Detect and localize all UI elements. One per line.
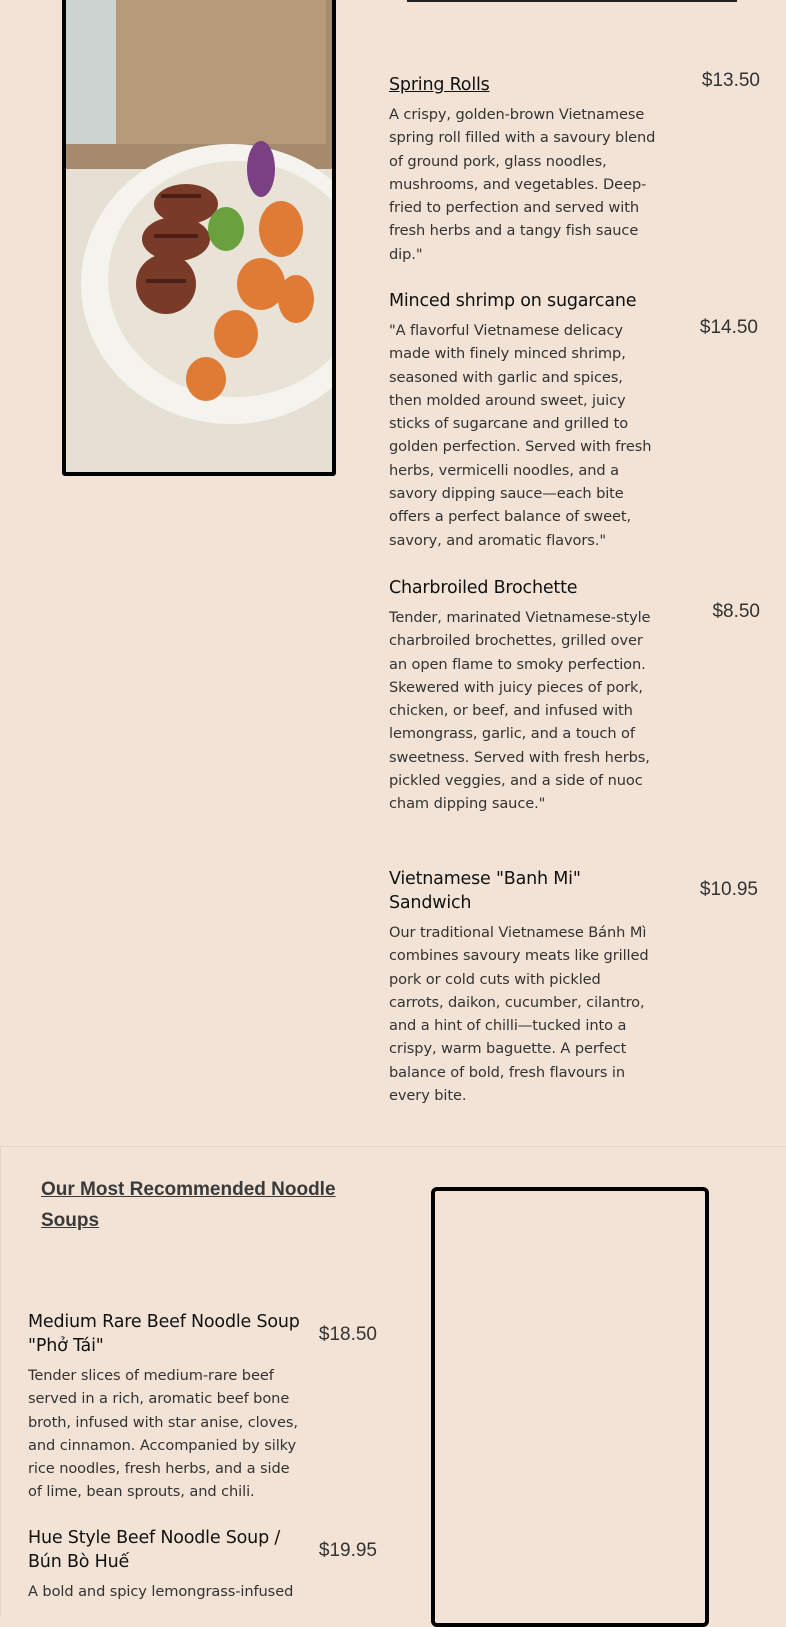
item-name: Medium Rare Beef Noodle Soup "Phở Tái" xyxy=(28,1312,300,1356)
item-description: "A flavorful Vietnamese delicacy made with finely minced shrimp, seasoned with garlic and spices, then molded around sweet, juicy sticks of sugarcane and grilled to golden perfection. Served with fresh herbs, vermicelli noodles, and a savory dipping sauce—each bite offers a perfect balance of sweet, savory, and aromatic flavors." xyxy=(389,322,652,549)
grilled-meat-shrimp-bowl-image xyxy=(66,0,332,472)
item-description: A bold and spicy lemongrass-infused xyxy=(28,1583,294,1600)
item-price: $8.50 xyxy=(712,601,760,622)
noodle-section-title: Our Most Recommended Noodle Soups xyxy=(41,1179,336,1231)
menu-item-pho-tai[interactable] xyxy=(28,1310,376,1504)
item-description: Tender slices of medium-rare beef served in a rich, aromatic beef bone broth, infused with star anise, cloves, and cinnamon. Accompanied by silky rice noodles, fresh herbs, and a side of lime, bean sprouts, and chili. xyxy=(28,1367,298,1501)
item-description: A crispy, golden-brown Vietnamese spring roll filled with a savoury blend of ground pork, glass noodles, mushrooms, and vegetables. Deep-fried to perfection and served with fresh herbs and a tangy fish sauce dip." xyxy=(389,106,656,263)
item-price: $13.50 xyxy=(701,70,760,91)
item-description: Our traditional Vietnamese Bánh Mì combines savoury meats like grilled pork or cold cuts with pickled carrots, daikon, cucumber, cilantro, and a hint of chilli—tucked into a crispy, warm baguette. A perfect balance of bold, fresh flavours in every bite. xyxy=(389,924,649,1105)
menu-item-bun-bo-hue[interactable] xyxy=(28,1526,376,1603)
menu-item-minced-shrimp[interactable] xyxy=(389,289,758,552)
appetizer-title-underline xyxy=(407,0,737,2)
item-price: $19.95 xyxy=(318,1540,377,1561)
item-description: Tender, marinated Vietnamese-style charbroiled brochettes, grilled over an open flame to smoky perfection. Skewered with juicy pieces of pork, chicken, or beef, and infused with lemongrass, garlic, and a touch of sweetness. Served with fresh herbs, pickled veggies, and a side of nuoc cham dipping sauce." xyxy=(389,609,651,813)
item-price: $18.50 xyxy=(318,1324,377,1345)
item-name[interactable]: Spring Rolls xyxy=(389,75,490,95)
item-name: Charbroiled Brochette xyxy=(389,578,578,598)
menu-item-banh-mi[interactable] xyxy=(389,867,758,1107)
item-name: Minced shrimp on sugarcane xyxy=(389,291,637,311)
item-name: Vietnamese "Banh Mi" Sandwich xyxy=(389,869,581,913)
item-price: $14.50 xyxy=(699,317,758,338)
dish-photo xyxy=(62,0,336,476)
item-price: $10.95 xyxy=(699,879,758,900)
menu-item-spring-rolls[interactable] xyxy=(389,70,760,266)
noodle-photo-frame xyxy=(431,1187,709,1627)
item-name: Hue Style Beef Noodle Soup / Bún Bò Huế xyxy=(28,1528,281,1572)
menu-item-charbroiled-brochette[interactable] xyxy=(389,576,760,816)
